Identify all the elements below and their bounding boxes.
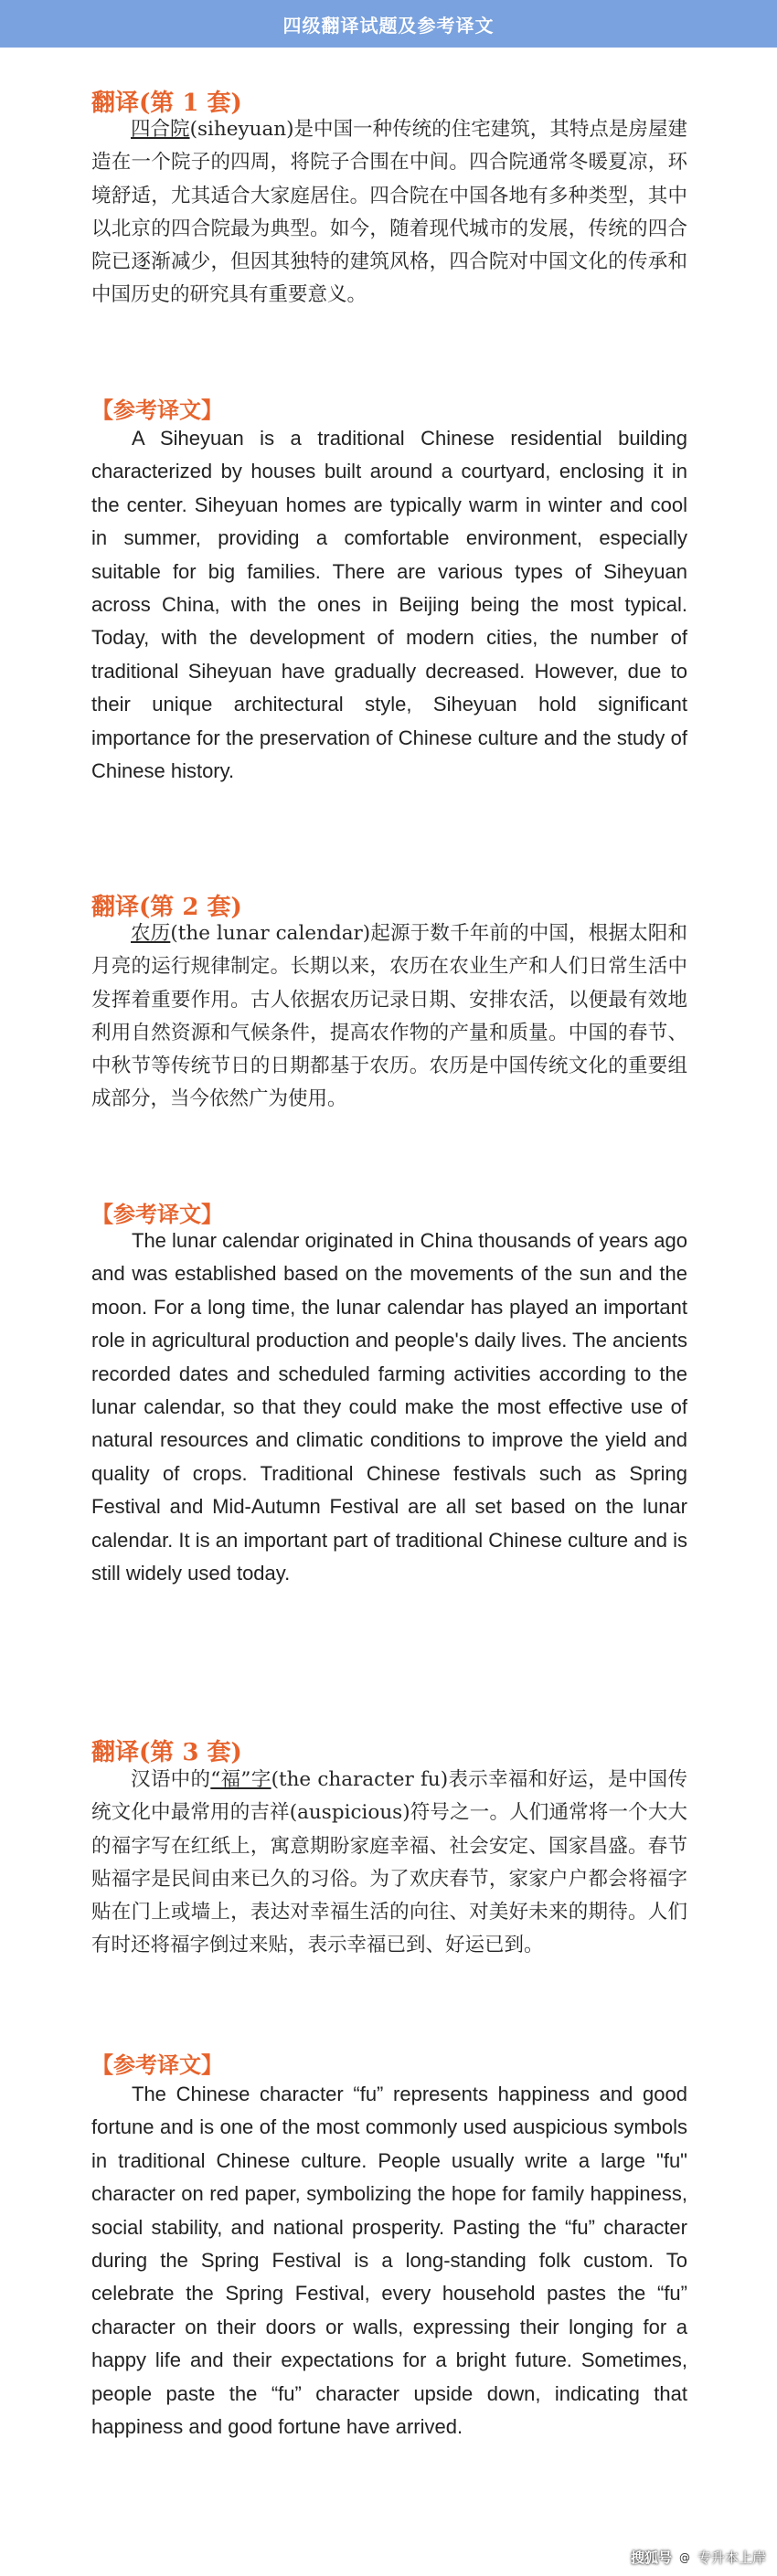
section-3-chinese-text xyxy=(91,1764,687,1963)
section-3-reference-title: 【参考译文】 xyxy=(91,2052,223,2078)
page-title: 四级翻译试题及参考译文 xyxy=(282,14,495,37)
section-2-english-text: The lunar calendar originated in China thousands of years ago and was established based on the movements of the sun and the moon. For a long time, the lunar calendar has played an important role in agricultural production and people's daily lives. The ancients recorded dates and scheduled farming activities according to the lunar calendar, so that they could make the most effective use of natural resources and climatic conditions to improve the yield and quality of crops. Traditional Chinese festivals such as Spring Festival and Mid-Autumn Festival are all set based on the lunar calendar. It is an important part of traditional Chinese culture and is still widely used today. xyxy=(91,1229,687,1585)
section-2-reference-title: 【参考译文】 xyxy=(91,1202,223,1227)
watermark-brand: 搜狐号 xyxy=(630,2549,672,2566)
section-3-title: 翻译(第 3 套) xyxy=(91,1739,242,1766)
section-2-title: 翻译(第 2 套) xyxy=(91,894,242,921)
section-1-reference-title: 【参考译文】 xyxy=(91,398,223,423)
section-3-term: “福”字 xyxy=(210,1768,271,1791)
section-1-chinese-body: (siheyuan)是中国一种传统的住宅建筑，其特点是房屋建造在一个院子的四周，将院子合围在中间。四合院通常冬暖夏凉，环境舒适，尤其适合大家庭居住。四合院在中国各地有多种类型，其中以北京的四合院最为典型。如今，随着现代城市的发展，传统的四合院已逐渐减少，但因其独特的建筑风格，四合院对中国文化的传承和中国历史的研究具有重要意义。 xyxy=(91,118,687,307)
section-1-chinese-text xyxy=(91,113,687,313)
section-1-term: 四合院 xyxy=(131,118,190,141)
section-3-english-text: The Chinese character “fu” represents happiness and good fortune and is one of the most commonly used auspicious symbols in traditional Chinese culture. People usually write a large "fu" character on red paper, symbolizing the hope for family happiness, social stability, and national prosperity. Pasting the “fu” character during the Spring Festival is a long-standing folk custom. To celebrate the Spring Festival, every household pastes the “fu” character on their doors or walls, expressing their longing for a happy life and their expectations for a bright future. Sometimes, people paste the “fu” character upside down, indicating that happiness and good fortune have arrived. xyxy=(91,2083,687,2439)
section-1-english-text: A Siheyuan is a traditional Chinese residential building characterized by houses built around a courtyard, enclosing it in the center. Siheyuan homes are typically warm in winter and cool in summer, providing a comfortable environment, especially suitable for big families. There are various types of Siheyuan across China, with the ones in Beijing being the most typical. Today, with the development of modern cities, the number of traditional Siheyuan have gradually decreased. However, due to their unique architectural style, Siheyuan hold significant importance for the preservation of Chinese culture and the study of Chinese history. xyxy=(91,427,687,783)
watermark-account: 专升本上岸 xyxy=(697,2549,766,2566)
watermark xyxy=(631,2548,766,2567)
section-3-chinese-body: (the character fu)表示幸福和好运，是中国传统文化中最常用的吉祥(auspicious)符号之一。人们通常将一个大大的福字写在红纸上，寓意期盼家庭幸福、社会安定、国家昌盛。春节贴福字是民间由来已久的习俗。为了欢庆春节，家家户户都会将福字贴在门上或墙上，表达对幸福生活的向往、对美好未来的期待。人们有时还将福字倒过来贴，表示幸福已到、好运已到。 xyxy=(91,1768,687,1957)
document-body xyxy=(91,48,687,2576)
at-icon: @ xyxy=(678,2550,690,2564)
section-1-title: 翻译(第 1 套) xyxy=(91,90,242,117)
section-2-chinese-text xyxy=(91,917,687,1117)
section-3-chinese-prefix: 汉语中的 xyxy=(131,1768,211,1791)
section-2-chinese-body: (the lunar calendar)起源于数千年前的中国，根据太阳和月亮的运行规律制定。长期以来，农历在农业生产和人们日常生活中发挥着重要作用。古人依据农历记录日期、安排农活，以便最有效地利用自然资源和气候条件，提高农作物的产量和质量。中国的春节、中秋节等传统节日的日期都基于农历。农历是中国传统文化的重要组成部分，当今依然广为使用。 xyxy=(91,922,687,1111)
section-2-term: 农历 xyxy=(131,922,171,945)
page-header xyxy=(0,0,777,48)
